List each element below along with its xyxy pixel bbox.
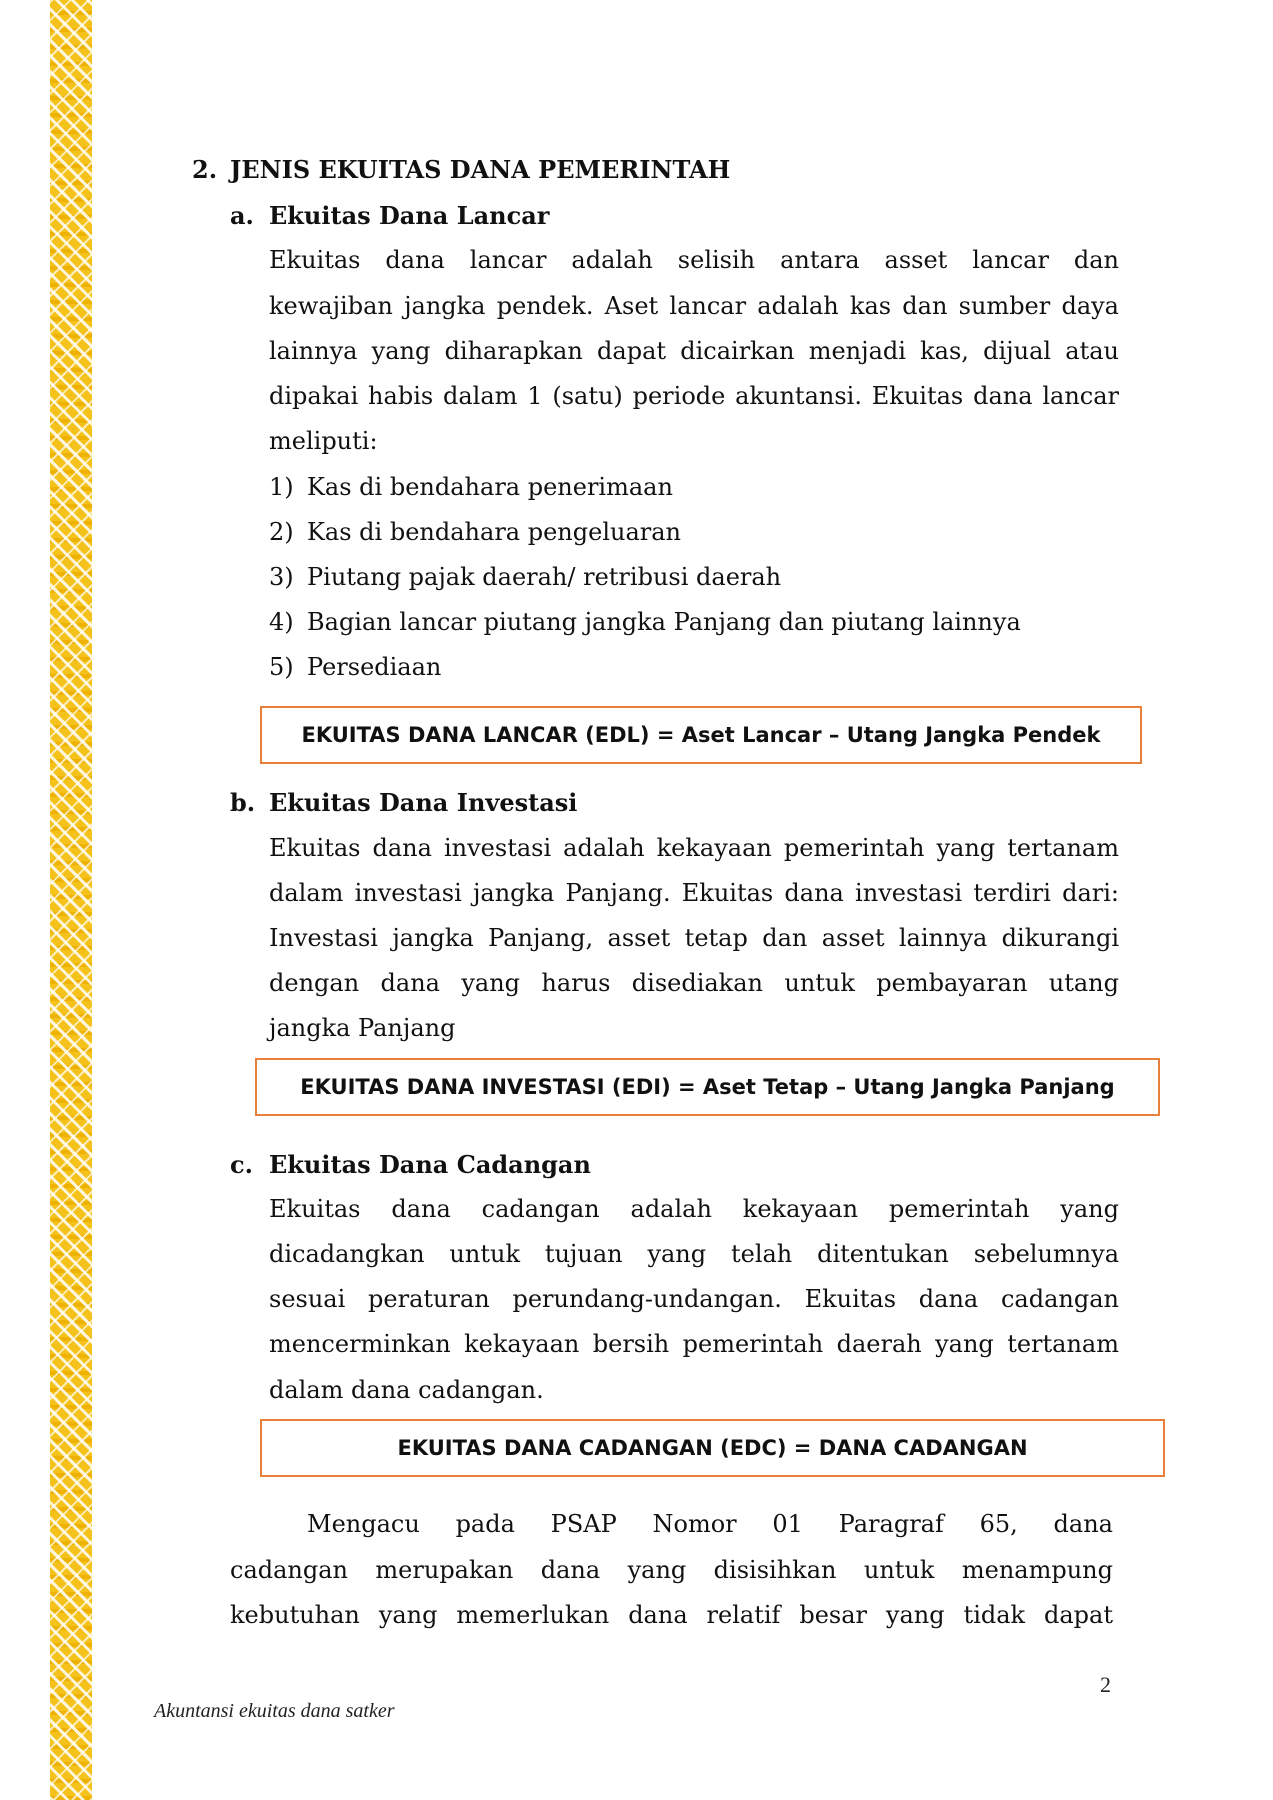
list-item-num: 5) xyxy=(269,653,294,681)
sub-a-letter: a. xyxy=(230,201,254,230)
sub-b-line-2: dalam investasi jangka Panjang. Ekuitas dana investasi terdiri dari: xyxy=(269,879,1119,907)
sub-b-title: Ekuitas Dana Investasi xyxy=(269,788,578,817)
closing-line-1: Mengacu pada PSAP Nomor 01 Paragraf 65, dana xyxy=(307,1510,1113,1538)
list-item-text: Piutang pajak daerah/ retribusi daerah xyxy=(307,563,782,591)
section-number: 2. xyxy=(192,155,218,184)
footer-title: Akuntansi ekuitas dana satker xyxy=(154,1700,395,1722)
sub-a-line-5: meliputi: xyxy=(269,427,378,455)
list-item-num: 1) xyxy=(269,473,294,501)
list-item-text: Persediaan xyxy=(307,653,442,681)
sub-b-line-5: jangka Panjang xyxy=(269,1014,456,1042)
formula-edl: EKUITAS DANA LANCAR (EDL) = Aset Lancar – Utang Jangka Pendek xyxy=(301,723,1101,747)
sub-a-line-2: kewajiban jangka pendek. Aset lancar adalah kas dan sumber daya xyxy=(269,292,1119,320)
closing-line-3: kebutuhan yang memerlukan dana relatif besar yang tidak dapat xyxy=(230,1601,1113,1629)
decorative-batik-border xyxy=(50,0,92,1800)
sub-c-line-3: sesuai peraturan perundang-undangan. Ekuitas dana cadangan xyxy=(269,1285,1119,1313)
page-number: 2 xyxy=(1100,1672,1111,1697)
sub-c-letter: c. xyxy=(230,1150,253,1179)
sub-a-line-3: lainnya yang diharapkan dapat dicairkan menjadi kas, dijual atau xyxy=(269,337,1119,365)
list-item-text: Bagian lancar piutang jangka Panjang dan piutang lainnya xyxy=(307,608,1021,636)
sub-a-line-1: Ekuitas dana lancar adalah selisih antara asset lancar dan xyxy=(269,246,1119,274)
sub-a-line-4: dipakai habis dalam 1 (satu) periode akuntansi. Ekuitas dana lancar xyxy=(269,382,1119,410)
sub-b-line-4: dengan dana yang harus disediakan untuk pembayaran utang xyxy=(269,969,1119,997)
closing-line-2: cadangan merupakan dana yang disisihkan untuk menampung xyxy=(230,1556,1113,1584)
sub-b-line-3: Investasi jangka Panjang, asset tetap dan asset lainnya dikurangi xyxy=(269,924,1119,952)
sub-a-title: Ekuitas Dana Lancar xyxy=(269,201,550,230)
sub-c-line-4: mencerminkan kekayaan bersih pemerintah daerah yang tertanam xyxy=(269,1330,1119,1358)
list-item-text: Kas di bendahara penerimaan xyxy=(307,473,673,501)
section-title: JENIS EKUITAS DANA PEMERINTAH xyxy=(230,155,731,184)
formula-box-edi xyxy=(255,1058,1160,1116)
list-item-num: 4) xyxy=(269,608,294,636)
sub-c-line-5: dalam dana cadangan. xyxy=(269,1376,544,1404)
formula-edc: EKUITAS DANA CADANGAN (EDC) = DANA CADANGAN xyxy=(397,1436,1028,1460)
sub-b-line-1: Ekuitas dana investasi adalah kekayaan pemerintah yang tertanam xyxy=(269,834,1119,862)
formula-box-edl xyxy=(260,706,1142,764)
formula-box-edc xyxy=(260,1419,1165,1477)
list-item-num: 3) xyxy=(269,563,294,591)
list-item-text: Kas di bendahara pengeluaran xyxy=(307,518,681,546)
list-item-num: 2) xyxy=(269,518,294,546)
sub-c-line-1: Ekuitas dana cadangan adalah kekayaan pemerintah yang xyxy=(269,1195,1119,1223)
sub-c-title: Ekuitas Dana Cadangan xyxy=(269,1150,591,1179)
formula-edi: EKUITAS DANA INVESTASI (EDI) = Aset Tetap – Utang Jangka Panjang xyxy=(300,1075,1115,1099)
sub-b-letter: b. xyxy=(230,788,256,817)
sub-c-line-2: dicadangkan untuk tujuan yang telah ditentukan sebelumnya xyxy=(269,1240,1119,1268)
